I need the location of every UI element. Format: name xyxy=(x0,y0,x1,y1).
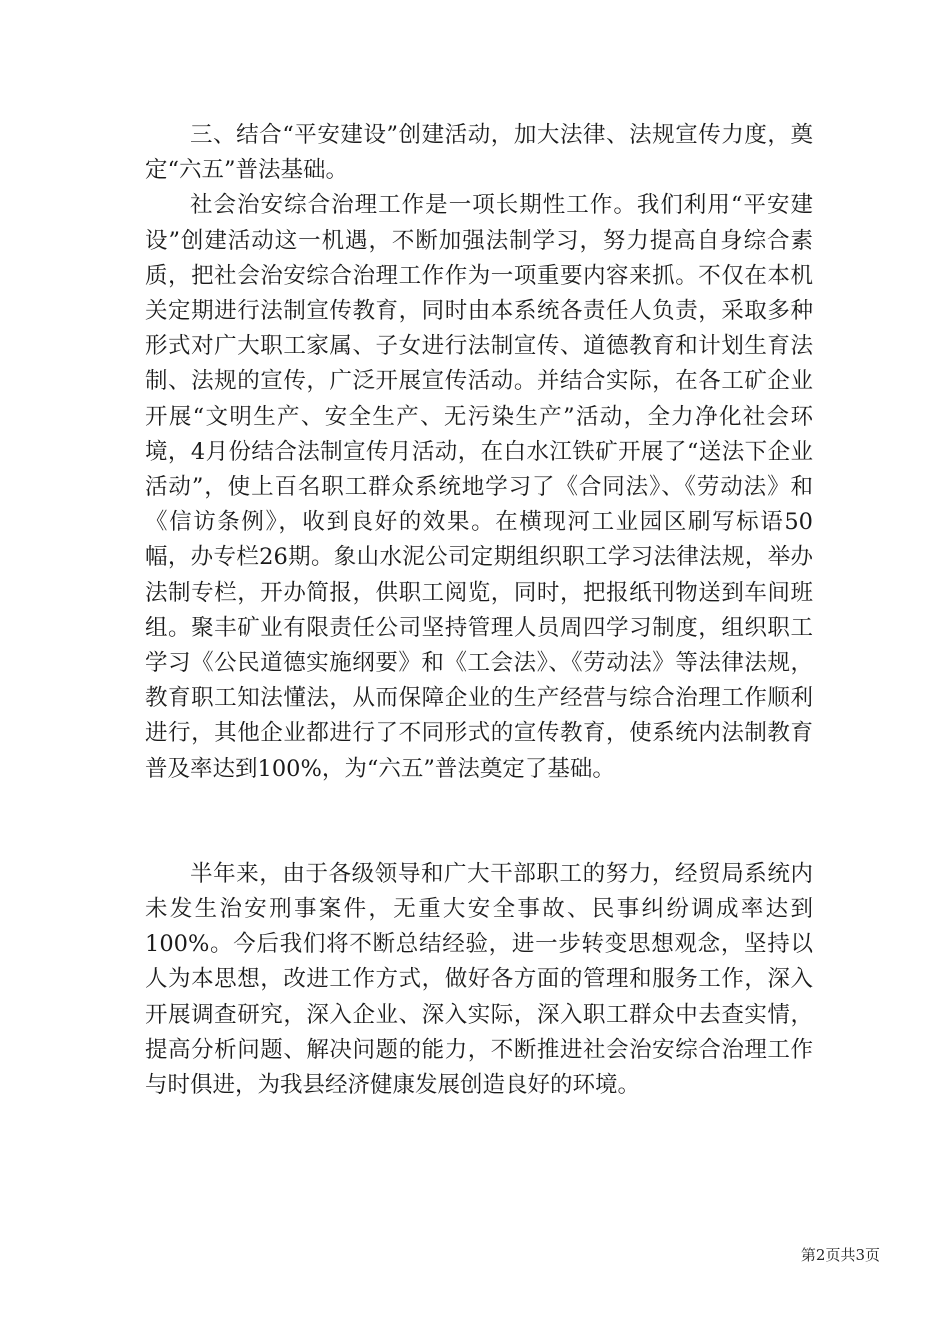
section-heading-paragraph: 三、结合“平安建设”创建活动，加大法律、法规宣传力度，奠定“六五”普法基础。 xyxy=(145,122,813,184)
body-paragraph-2: 半年来，由于各级领导和广大干部职工的努力，经贸局系统内未发生治安刑事案件，无重大安全事故、民事纠纷调成率达到100%。今后我们将不断总结经验，进一步转变思想观念，坚持以人为本思想，改进工作方式，做好各方面的管理和服务工作，深入开展调查研究，深入企业、深入实际，深入职工群众中去查实情，提高分析问题、解决问题的能力，不断推进社会治安综合治理工作与时俱进，为我县经济健康发展创造良好的环境。 xyxy=(145,860,813,1099)
paragraph-spacer xyxy=(145,787,813,857)
document-body xyxy=(145,118,813,1103)
body-paragraph-1: 社会治安综合治理工作是一项长期性工作。我们利用“平安建设”创建活动这一机遇，不断加强法制学习，努力提高自身综合素质，把社会治安综合治理工作作为一项重要内容来抓。不仅在本机关定期进行法制宣传教育，同时由本系统各责任人负责，采取多种形式对广大职工家属、子女进行法制宣传、道德教育和计划生育法制、法规的宣传，广泛开展宣传活动。并结合实际，在各工矿企业开展“文明生产、安全生产、无污染生产”活动，全力净化社会环境，4月份结合法制宣传月活动，在白水江铁矿开展了“送法下企业活动”，使上百名职工群众系统地学习了《合同法》、《劳动法》和《信访条例》，收到良好的效果。在横现河工业园区刷写标语50幅，办专栏26期。象山水泥公司定期组织职工学习法律法规，举办法制专栏，开办简报，供职工阅览，同时，把报纸刊物送到车间班组。聚丰矿业有限责任公司坚持管理人员周四学习制度，组织职工学习《公民道德实施纲要》和《工会法》、《劳动法》等法律法规，教育职工知法懂法，从而保障企业的生产经营与综合治理工作顺利进行，其他企业都进行了不同形式的宣传教育，使系统内法制教育普及率达到100%，为“六五”普法奠定了基础。 xyxy=(145,192,813,782)
page-number-footer: 第2页共3页 xyxy=(800,1246,880,1264)
